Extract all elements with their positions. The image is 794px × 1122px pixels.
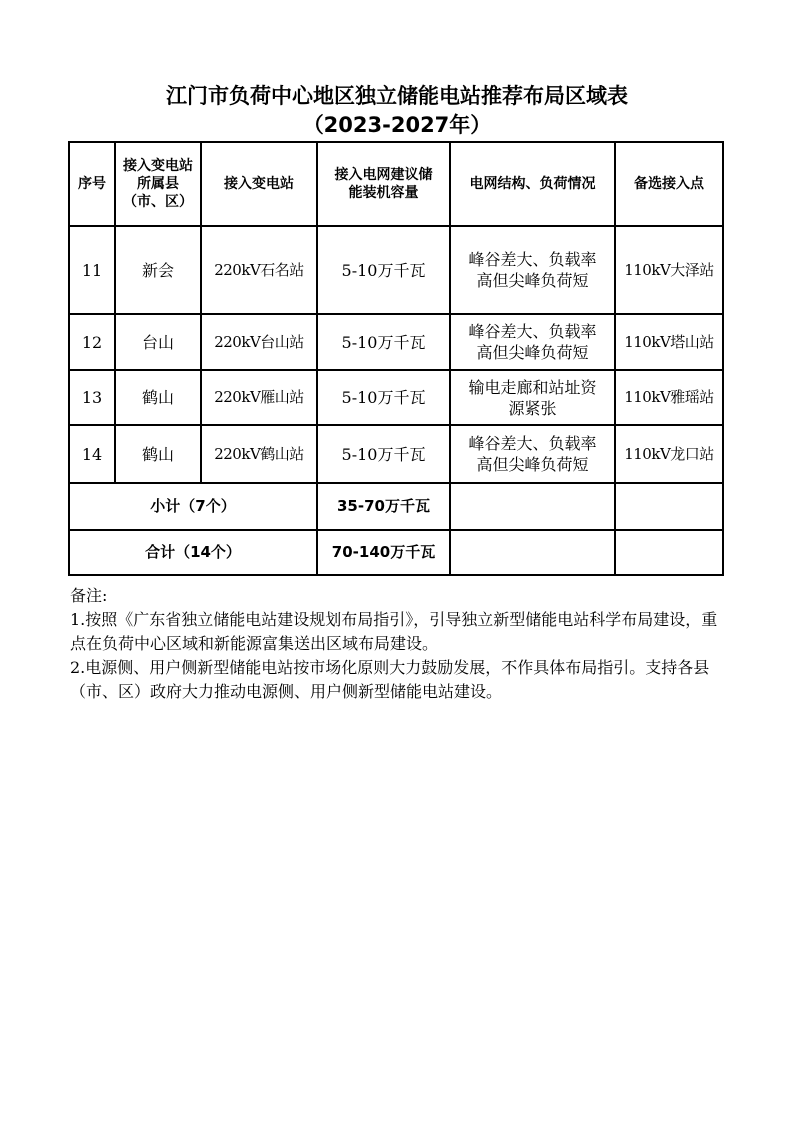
note-item: 2.电源侧、用户侧新型储能电站按市场化原则大力鼓励发展，不作具体布局指引。支持各县（市、区）政府大力推动电源侧、用户侧新型储能电站建设。 — [70, 658, 710, 701]
cell-substation: 220kV台山站 — [201, 314, 317, 370]
cell-point: 110kV塔山站 — [615, 314, 723, 370]
header-substation: 接入变电站 — [201, 142, 317, 226]
cell-capacity: 5-10万千瓦 — [317, 226, 450, 314]
cell-capacity: 5-10万千瓦 — [317, 425, 450, 483]
table-row — [69, 226, 723, 314]
cell-grid: 峰谷差大、负载率高但尖峰负荷短 — [450, 425, 615, 483]
page-subtitle: （2023-2027年） — [302, 113, 492, 137]
table-row — [69, 314, 723, 370]
subtotal-label: 小计（7个） — [69, 483, 317, 530]
table-row — [69, 370, 723, 425]
cell-county: 鹤山 — [115, 370, 201, 425]
header-grid: 电网结构、负荷情况 — [450, 142, 615, 226]
station-layout-table — [68, 141, 724, 576]
subtotal-value: 35-70万千瓦 — [317, 483, 450, 530]
cell-substation: 220kV雁山站 — [201, 370, 317, 425]
header-capacity: 接入电网建议储能装机容量 — [317, 142, 450, 226]
cell-county: 鹤山 — [115, 425, 201, 483]
table-header-row — [69, 142, 723, 226]
cell-county: 台山 — [115, 314, 201, 370]
cell-seq: 11 — [69, 226, 115, 314]
total-empty-cell — [450, 530, 615, 575]
cell-point: 110kV雅瑶站 — [615, 370, 723, 425]
cell-grid: 输电走廊和站址资源紧张 — [450, 370, 615, 425]
table-row — [69, 425, 723, 483]
cell-substation: 220kV鹤山站 — [201, 425, 317, 483]
cell-seq: 12 — [69, 314, 115, 370]
cell-seq: 14 — [69, 425, 115, 483]
cell-substation: 220kV石名站 — [201, 226, 317, 314]
header-point: 备选接入点 — [615, 142, 723, 226]
cell-grid: 峰谷差大、负载率高但尖峰负荷短 — [450, 314, 615, 370]
total-label: 合计（14个） — [69, 530, 317, 575]
notes-section — [70, 584, 730, 704]
total-row — [69, 530, 723, 575]
total-empty-cell — [615, 530, 723, 575]
cell-capacity: 5-10万千瓦 — [317, 370, 450, 425]
notes-heading: 备注: — [70, 586, 108, 605]
header-seq: 序号 — [69, 142, 115, 226]
cell-point: 110kV大泽站 — [615, 226, 723, 314]
cell-county: 新会 — [115, 226, 201, 314]
cell-capacity: 5-10万千瓦 — [317, 314, 450, 370]
page-title: 江门市负荷中心地区独立储能电站推荐布局区域表 — [166, 84, 628, 108]
header-county: 接入变电站所属县（市、区） — [115, 142, 201, 226]
cell-grid: 峰谷差大、负载率高但尖峰负荷短 — [450, 226, 615, 314]
subtotal-row — [69, 483, 723, 530]
total-value: 70-140万千瓦 — [317, 530, 450, 575]
subtotal-empty-cell — [615, 483, 723, 530]
subtotal-empty-cell — [450, 483, 615, 530]
cell-seq: 13 — [69, 370, 115, 425]
cell-point: 110kV龙口站 — [615, 425, 723, 483]
note-item: 1.按照《广东省独立储能电站建设规划布局指引》，引导独立新型储能电站科学布局建设，重点在负荷中心区域和新能源富集送出区域布局建设。 — [70, 610, 718, 653]
